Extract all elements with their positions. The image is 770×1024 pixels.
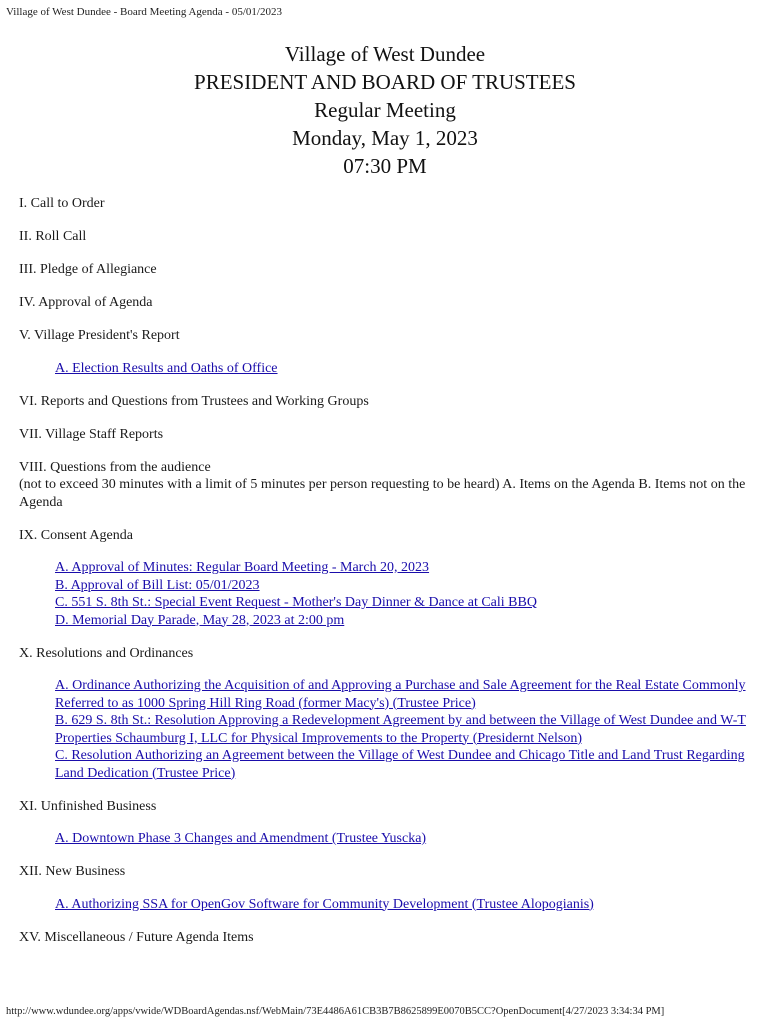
agenda-item-link[interactable]: C. 551 S. 8th St.: Special Event Request - Mother's Day Dinner & Dance at Cali BBQ: [55, 595, 537, 610]
agenda-title-block: [0, 40, 770, 180]
agenda-section-resolutions-ordinances: [19, 645, 754, 783]
agenda-section-trustee-reports: [19, 393, 754, 411]
print-footer-url: http://www.wdundee.org/apps/vwide/WDBoardAgendas.nsf/WebMain/73E4486A61CB3B7B8625899E0070B5CC?OpenDocument[4/27/2023 3:34:34 PM]: [6, 1006, 665, 1017]
agenda-item-link[interactable]: A. Election Results and Oaths of Office: [55, 360, 278, 376]
agenda-item-link[interactable]: A. Approval of Minutes: Regular Board Meeting - March 20, 2023: [55, 560, 430, 575]
agenda-section-call-to-order: [19, 195, 754, 213]
agenda-section-approval-of-agenda: [19, 294, 754, 312]
section-heading: IV. Approval of Agenda: [19, 295, 153, 310]
meeting-date: Monday, May 1, 2023: [292, 126, 478, 150]
section-heading: X. Resolutions and Ordinances: [19, 645, 194, 661]
agenda-item-link[interactable]: B. 629 S. 8th St.: Resolution Approving a Redevelopment Agreement by and between the Village of West Dundee and W-T Properties Schaumburg I, LLC for Physical Improvements to the Property (Presidernt Nelson): [55, 713, 746, 746]
board-name: PRESIDENT AND BOARD OF TRUSTEES: [194, 70, 576, 94]
agenda-section-miscellaneous: [19, 929, 754, 947]
section-heading: II. Roll Call: [19, 229, 87, 244]
print-header: Village of West Dundee - Board Meeting Agenda - 05/01/2023: [6, 6, 282, 18]
section-heading: VI. Reports and Questions from Trustees and Working Groups: [19, 393, 369, 409]
agenda-item-link[interactable]: B. Approval of Bill List: 05/01/2023: [55, 577, 260, 593]
agenda-section-new-business: [19, 863, 754, 913]
agenda-section-pledge: [19, 261, 754, 279]
agenda-item-link[interactable]: D. Memorial Day Parade, May 28, 2023 at 2:00 pm: [55, 612, 345, 628]
agenda-item-link[interactable]: A. Ordinance Authorizing the Acquisition of and Approving a Purchase and Sale Agreement for the Real Estate Commonly Referred to as 1000 Spring Hill Ring Road (former Macy's) (Trustee Price): [55, 678, 746, 711]
subitem-list: [55, 896, 754, 914]
section-heading: XII. New Business: [19, 864, 126, 879]
section-heading: IX. Consent Agenda: [19, 527, 133, 543]
agenda-list: [19, 195, 754, 962]
agenda-item-link[interactable]: C. Resolution Authorizing an Agreement between the Village of West Dundee and Chicago Title and Land Trust Regarding Land Dedication (Trustee Price): [55, 748, 745, 781]
agenda-section-unfinished-business: [19, 798, 754, 848]
section-heading: VII. Village Staff Reports: [19, 426, 164, 442]
agenda-section-audience-questions: [19, 459, 754, 512]
meeting-time: 07:30 PM: [343, 154, 427, 178]
section-heading: XI. Unfinished Business: [19, 798, 157, 814]
subitem-list: [55, 677, 754, 782]
subitem-list: [55, 830, 754, 848]
meeting-type: Regular Meeting: [314, 98, 456, 122]
subitem-list: [55, 360, 754, 378]
agenda-section-consent-agenda: [19, 527, 754, 630]
section-heading: VIII. Questions from the audience: [19, 459, 211, 475]
agenda-item-link[interactable]: A. Downtown Phase 3 Changes and Amendment (Trustee Yuscka): [55, 831, 427, 846]
section-heading: V. Village President's Report: [19, 328, 180, 343]
agenda-section-roll-call: [19, 228, 754, 246]
agenda-item-link[interactable]: A. Authorizing SSA for OpenGov Software for Community Development (Trustee Alopogianis): [55, 896, 594, 912]
section-note: (not to exceed 30 minutes with a limit of 5 minutes per person requesting to be heard) A. Items on the Agenda B. Items not on the Agenda: [19, 477, 746, 510]
subitem-list: [55, 559, 754, 629]
agenda-section-staff-reports: [19, 426, 754, 444]
section-heading: XV. Miscellaneous / Future Agenda Items: [19, 929, 254, 945]
agenda-section-presidents-report: [19, 327, 754, 377]
section-heading: III. Pledge of Allegiance: [19, 262, 157, 277]
village-name: Village of West Dundee: [284, 42, 486, 66]
section-heading: I. Call to Order: [19, 196, 105, 211]
